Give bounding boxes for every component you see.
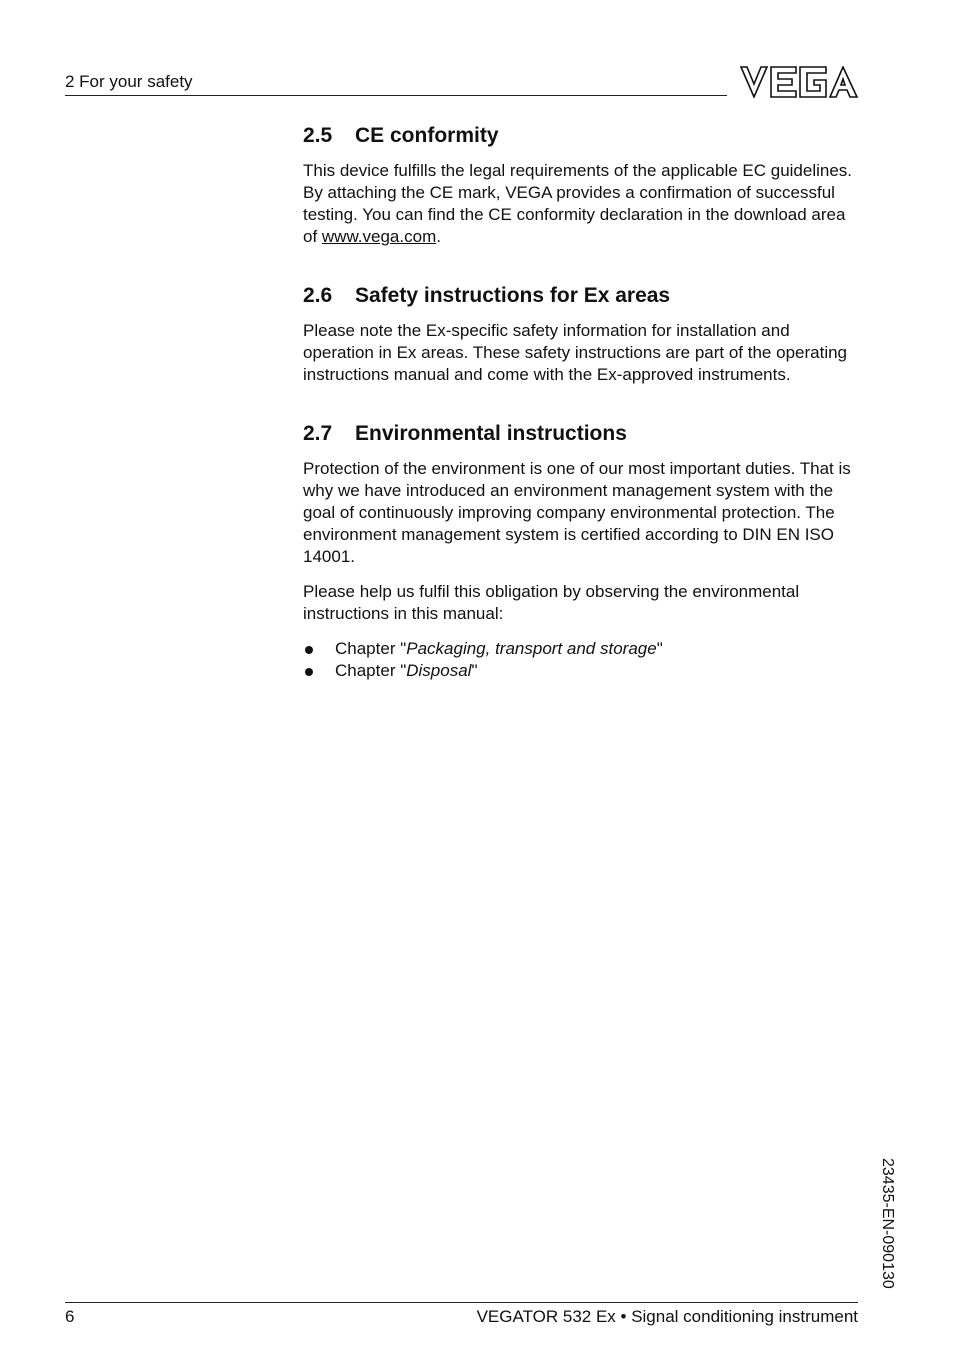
header-divider bbox=[65, 95, 727, 96]
paragraph-end: . bbox=[436, 227, 441, 246]
paragraph bbox=[303, 160, 863, 248]
bullet-icon bbox=[305, 668, 313, 676]
running-header: 2 For your safety bbox=[65, 72, 193, 91]
section-number: 2.7 bbox=[303, 422, 333, 445]
list-item-prefix: Chapter " bbox=[335, 639, 407, 658]
vega-website-link[interactable]: www.vega.com bbox=[321, 227, 437, 246]
list-item-suffix: " bbox=[656, 639, 663, 658]
section-environmental bbox=[303, 420, 863, 682]
section-heading bbox=[303, 122, 863, 150]
section-ce-conformity bbox=[303, 122, 863, 248]
paragraph-text: This device fulfills the legal requirements of the applicable EC guidelines. By attaching the CE mark, VEGA provides a confirmation of successful testing. You can find the CE conformity declaration in the download area of bbox=[303, 161, 853, 246]
section-title: Safety instructions for Ex areas bbox=[355, 284, 671, 307]
section-number: 2.5 bbox=[303, 124, 333, 147]
vega-logo bbox=[740, 66, 858, 98]
chapter-reference: Disposal bbox=[406, 661, 472, 680]
paragraph: Protection of the environment is one of our most important duties. That is why we have introduced an environment management system with the goal of continuously improving company environmental protection. The environment management system is certified according to DIN EN ISO 14001. bbox=[303, 459, 851, 566]
footer-divider bbox=[65, 1302, 858, 1303]
section-title: Environmental instructions bbox=[355, 422, 627, 445]
section-title: CE conformity bbox=[355, 124, 499, 147]
page-number: 6 bbox=[65, 1307, 75, 1326]
list-item bbox=[303, 638, 863, 660]
section-heading bbox=[303, 420, 863, 448]
list-item-prefix: Chapter " bbox=[335, 661, 407, 680]
section-number: 2.6 bbox=[303, 284, 333, 307]
bullet-list bbox=[303, 638, 863, 682]
section-safety-ex-areas bbox=[303, 282, 863, 386]
main-content bbox=[303, 122, 863, 682]
footer-document-title: VEGATOR 532 Ex • Signal conditioning instrument bbox=[476, 1307, 858, 1326]
paragraph: Please note the Ex-specific safety information for installation and operation in Ex areas. These safety instructions are part of the operating instructions manual and come with the Ex-approved instruments. bbox=[303, 321, 847, 384]
paragraph: Please help us fulfil this obligation by observing the environmental instructions in this manual: bbox=[303, 582, 800, 623]
chapter-reference: Packaging, transport and storage bbox=[406, 639, 657, 658]
list-item bbox=[303, 660, 863, 682]
list-item-suffix: " bbox=[471, 661, 478, 680]
section-heading bbox=[303, 282, 863, 310]
bullet-icon bbox=[305, 646, 313, 654]
document-code: 23435-EN-090130 bbox=[879, 1158, 896, 1289]
